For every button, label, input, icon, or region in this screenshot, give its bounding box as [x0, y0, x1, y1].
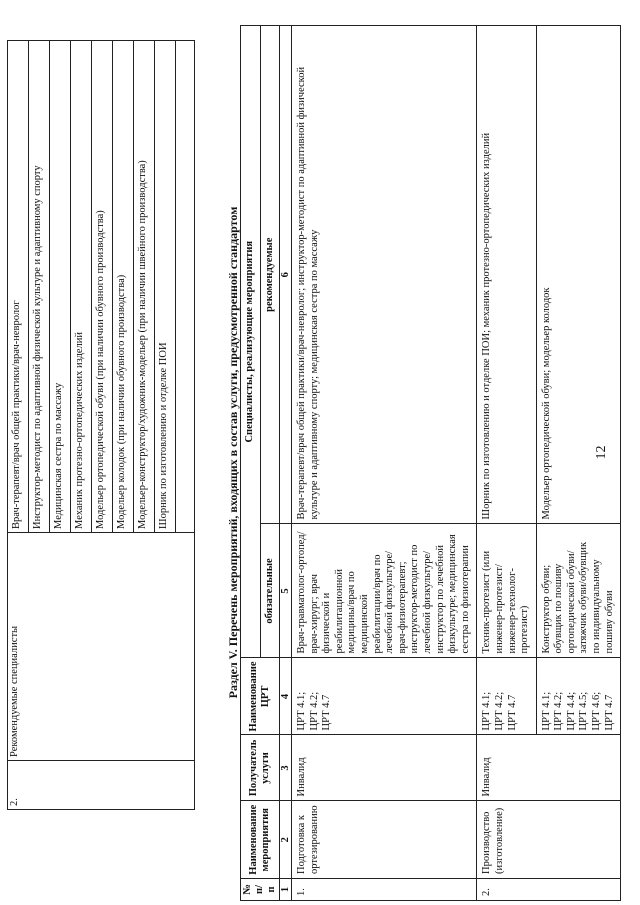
cell-event: Подготовка к ортезированию — [292, 801, 477, 879]
table-row — [292, 26, 477, 901]
specialists-table — [7, 40, 195, 810]
cell-recommended: Модельер ортопедической обуви; модельер колодок — [536, 26, 621, 524]
header-specialists-group: Специалисты, реализующие мероприятия — [241, 26, 261, 658]
crt-code: ЦРТ 4.2; — [553, 691, 565, 731]
crt-code: ЦРТ 4.2; — [493, 691, 505, 731]
header-crt: Наименование ЦРТ — [241, 658, 280, 735]
list-item: Модельер-конструктор/художник-модельер (при наличии швейного производства) — [134, 41, 155, 533]
cell-crt — [292, 658, 477, 735]
crt-code: ЦРТ 4.1; — [296, 691, 307, 731]
list-item: Модельер колодок (при наличии обувного производства) — [113, 41, 134, 533]
crt-code: ЦРТ 4.2; — [308, 691, 320, 731]
cell-mandatory: Техник-протезист (или инженер-протезист/инженер-технолог-протезист) — [477, 524, 536, 658]
row-number: 2. — [8, 761, 195, 810]
table-row — [8, 41, 29, 810]
list-item: Инструктор-методист по адаптивной физической культуре и адаптивному спорту — [29, 41, 50, 533]
cell-mandatory: Конструктор обуви; обувщик по пошиву ортопедической обуви/затяжчик обуви/обувщик по индивидуальному пошиву обуви — [536, 524, 621, 658]
table-row — [477, 26, 536, 901]
list-item: Механик протезно-ортопедических изделий — [71, 41, 92, 533]
section-title: Раздел V. Перечень мероприятий, входящих в состав услуги, предусмотренной стандартом — [226, 206, 240, 699]
page-number: 12 — [594, 445, 609, 460]
cell-num: 1. — [292, 879, 477, 901]
cell-recommended: Шорник по изготовлению и отделке ПОИ; механик протезно-ортопедических изделий — [477, 26, 536, 524]
table-header-row — [241, 26, 261, 901]
header-mandatory: обязательные — [260, 524, 280, 658]
crt-code: ЦРТ 4.7 — [603, 694, 615, 731]
cell-num: 2. — [477, 879, 621, 901]
cell-recommended: Врач-терапевт/врач общей практики/врач-невролог; инструктор-методист по адаптивной физической культуре и адаптивному спорту; медицинская сестра по массажу — [292, 26, 477, 524]
crt-code: ЦРТ 4.1; — [540, 691, 552, 731]
crt-code: ЦРТ 4.7 — [321, 694, 333, 731]
column-number: 4 — [280, 658, 292, 735]
events-table — [240, 25, 621, 901]
cell-mandatory: Врач-травматолог-ортопед/врач-хирург; врач физической и реабилитационной медицины/врач по медицинской реабилитации/врач по лечебной физкультуре/врач-физиотерапевт; инструктор-методист по лечебной физкультуре/инструктор по лечебной физкультуре; медицинская сестра по физиотерапии — [292, 524, 477, 658]
header-event: Наименование мероприятия — [241, 801, 280, 879]
cell-recipient: Инвалид — [292, 735, 477, 801]
header-recipient: Получатель услуги — [241, 735, 280, 801]
crt-code: ЦРТ 4.4; — [565, 691, 577, 731]
crt-code: ЦРТ 4.5; — [578, 691, 590, 731]
list-item: Шорник по изготовлению и отделке ПОИ — [155, 41, 176, 533]
cell-event: Производство (изготовление) — [477, 801, 621, 879]
column-number-row — [280, 26, 292, 901]
header-num: № п/п — [241, 879, 280, 901]
list-item: Врач-терапевт/врач общей практики/врач-невролог — [8, 41, 29, 533]
empty-cell — [176, 41, 195, 533]
row-label: Рекомендуемые специалисты — [8, 533, 195, 761]
header-recommended: рекомендуемые — [260, 26, 280, 524]
cell-crt — [477, 658, 536, 735]
list-item: Медицинская сестра по массажу — [50, 41, 71, 533]
crt-code: ЦРТ 4.6; — [591, 691, 603, 731]
column-number: 5 — [280, 524, 292, 658]
column-number: 3 — [280, 735, 292, 801]
column-number: 2 — [280, 801, 292, 879]
cell-recipient: Инвалид — [477, 735, 621, 801]
crt-code: ЦРТ 4.7 — [506, 694, 518, 731]
list-item: Модельер ортопедической обуви (при наличии обувного производства) — [92, 41, 113, 533]
column-number: 6 — [280, 26, 292, 524]
crt-code: ЦРТ 4.1; — [481, 691, 493, 731]
column-number: 1 — [280, 879, 292, 901]
